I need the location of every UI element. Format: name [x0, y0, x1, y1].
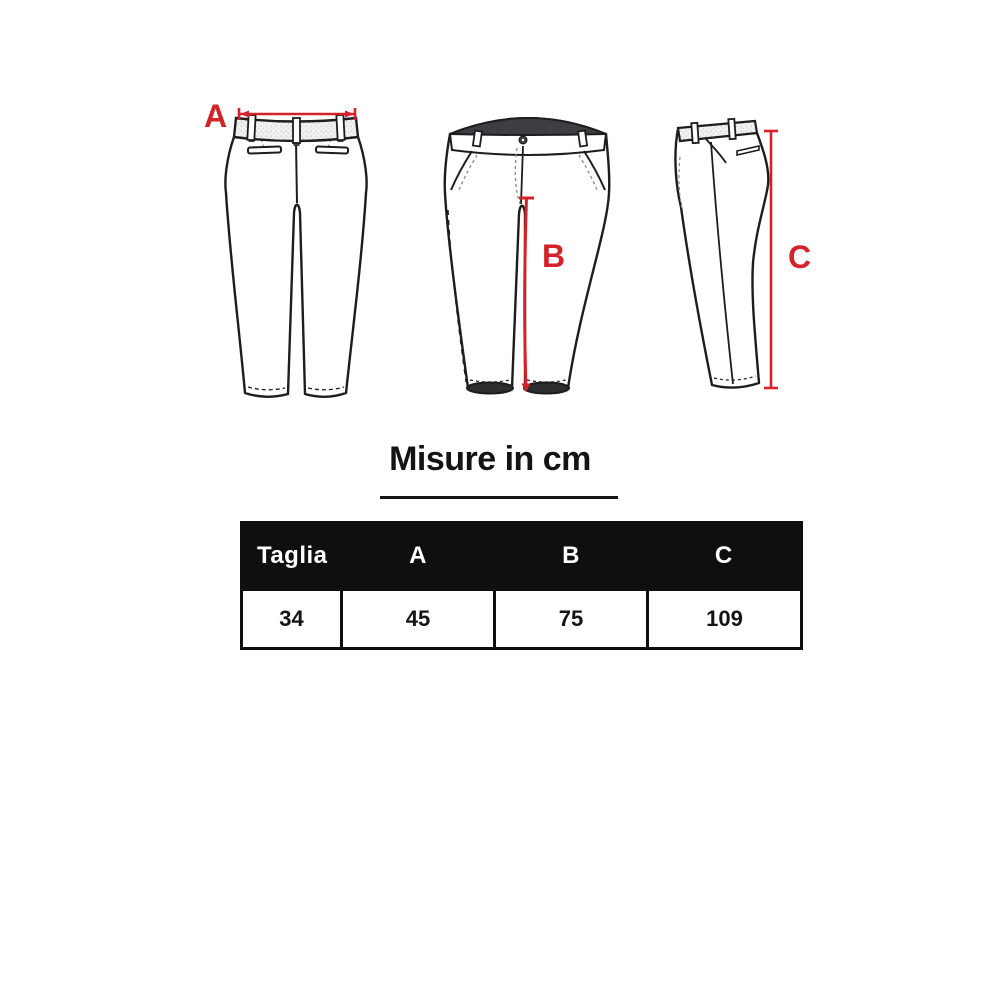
arrowhead-left — [240, 111, 249, 118]
cell-b-value: 75 — [495, 590, 648, 649]
header-cell-taglia: Taglia — [242, 523, 342, 590]
measure-label-c: C — [788, 239, 812, 275]
pants-back-view-drawing — [195, 95, 385, 415]
header-cell-b: B — [495, 523, 648, 590]
cell-taglia-value: 34 — [242, 590, 342, 649]
arrowhead-right — [345, 111, 354, 118]
pants-front-view-drawing — [435, 100, 625, 410]
size-table — [240, 521, 803, 650]
header-cell-a: A — [342, 523, 495, 590]
measure-label-a: A — [204, 98, 228, 134]
cell-c-value: 109 — [648, 590, 802, 649]
cell-a-value: 45 — [342, 590, 495, 649]
size-table-header-row — [242, 523, 802, 590]
title-underline — [380, 496, 618, 499]
table-row — [242, 590, 802, 649]
page-title: Misure in cm — [389, 440, 591, 478]
header-cell-c: C — [648, 523, 802, 590]
measure-label-b: B — [542, 238, 566, 274]
